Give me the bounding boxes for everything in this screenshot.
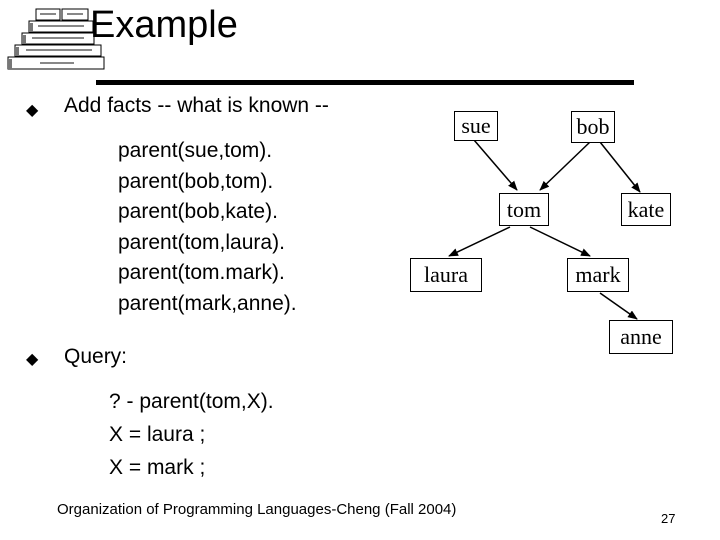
edge-tom-mark	[530, 227, 590, 256]
fact-line: parent(tom.mark).	[118, 261, 285, 285]
fact-line: parent(bob,tom).	[118, 169, 274, 193]
tree-node-bob: bob	[571, 111, 615, 143]
query-heading: Query:	[64, 345, 128, 368]
edge-bob-tom	[540, 142, 590, 190]
edge-mark-anne	[600, 293, 637, 319]
fact-line: parent(mark,anne).	[118, 291, 297, 315]
slide-title: Example	[90, 4, 238, 46]
fact-line: parent(tom,laura).	[118, 230, 285, 254]
diamond-bullet-icon: ◆	[26, 102, 39, 119]
facts-heading: Add facts -- what is known --	[64, 94, 329, 117]
tree-node-tom: tom	[499, 193, 549, 226]
tree-node-kate: kate	[621, 193, 671, 226]
tree-node-laura: laura	[410, 258, 482, 292]
page-number: 27	[661, 511, 676, 526]
tree-node-anne: anne	[609, 320, 673, 354]
query-line: X = laura ;	[109, 423, 206, 446]
query-line: X = mark ;	[109, 456, 206, 479]
query-line: ? - parent(tom,X).	[109, 390, 274, 413]
tree-node-mark: mark	[567, 258, 629, 292]
fact-line: parent(sue,tom).	[118, 139, 273, 162]
footer-text: Organization of Programming Languages-Cheng (Fall 2004)	[57, 501, 457, 518]
edge-bob-kate	[600, 142, 640, 192]
fact-line: parent(bob,kate).	[118, 200, 278, 224]
edge-tom-laura	[449, 227, 510, 256]
edge-sue-tom	[474, 140, 517, 190]
diamond-bullet-icon: ◆	[26, 351, 39, 368]
tree-node-sue: sue	[454, 111, 498, 141]
